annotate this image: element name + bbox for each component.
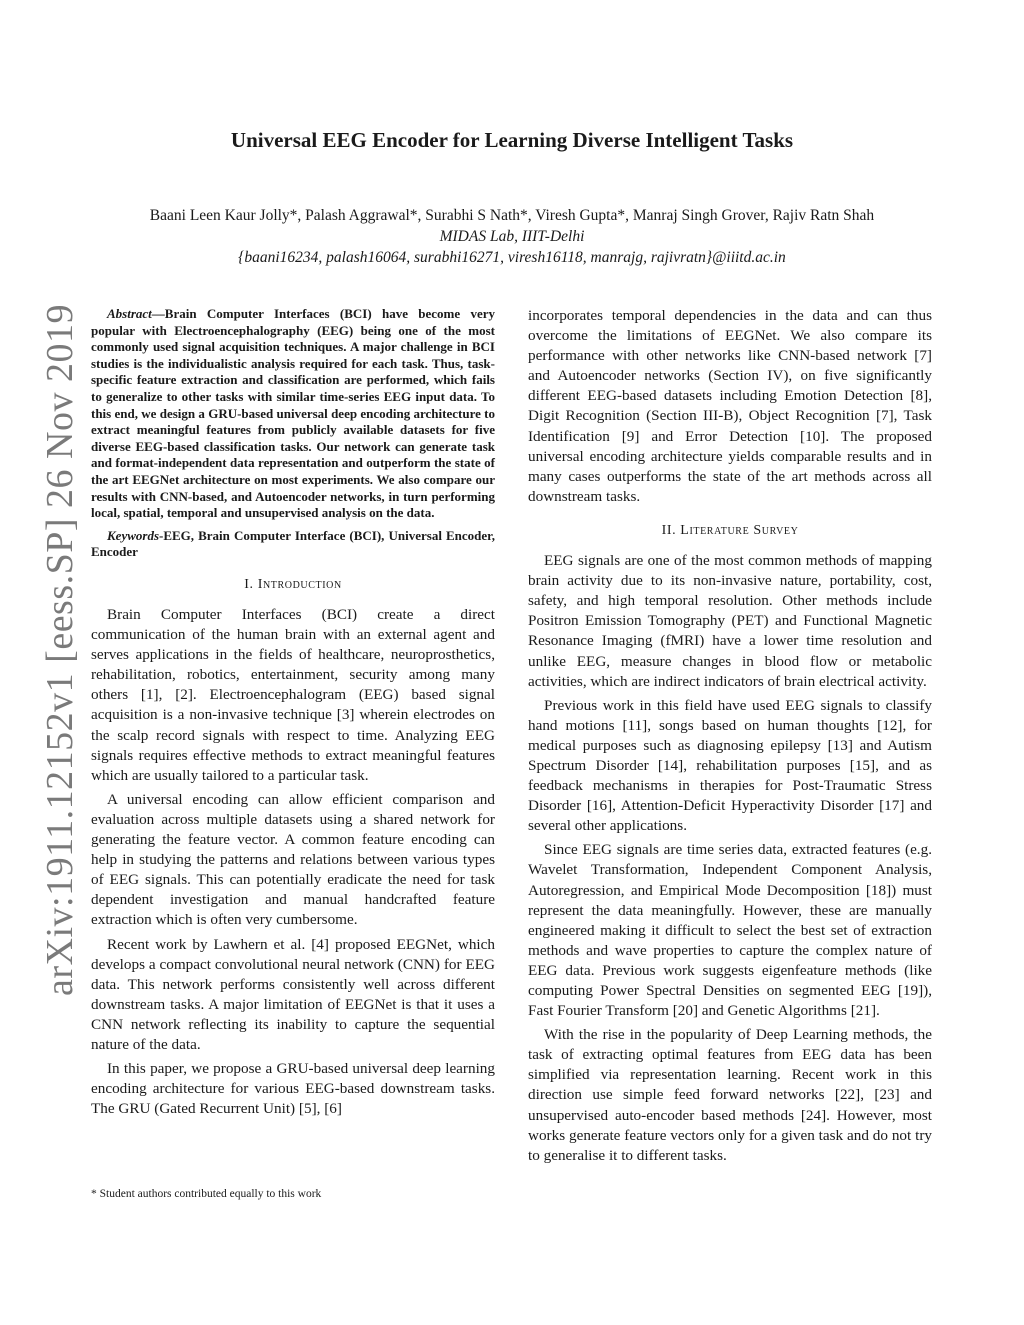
arxiv-stamp: arXiv:1911.12152v1 [eess.SP] 26 Nov 2019: [39, 304, 81, 996]
intro-paragraph-continued: incorporates temporal dependencies in the data and can thus overcome the limitations of EEGNet. We also compare its performance with other networks like CNN-based network [7] and Autoencoder networks (Section IV), on five significantly different EEG-based datasets including Emotion Detection [8], Digit Recognition (Section III-B), Object Recognition [7], Task Identification [9] and Error Detection [10]. The proposed universal encoding architecture yields comparable results and in many cases outperforms the state of the art methods across all downstream tasks.: [528, 307, 932, 505]
paper-title: Universal EEG Encoder for Learning Diverse Intelligent Tasks: [230, 128, 794, 152]
affiliation: MIDAS Lab, IIIT-Delhi: [439, 228, 585, 245]
intro-paragraph: A universal encoding can allow efficient comparison and evaluation across multiple datasets using a shared network for generating the feature vector. A common feature encoding can help in studying the patterns and relations between various types of EEG signals. This can potentially eradicate the need for task dependent investigation and manual handcrafted feature extraction which is often very cumbersome.: [91, 790, 495, 929]
intro-paragraph: Brain Computer Interfaces (BCI) create a direct communication of the human brain with an external agent and serves applications in the fields of healthcare, neuroprosthetics, rehabilitation, robotics, entertainment, security among many others [1], [2]. Electroencephalogram (EEG) based signal acquisition is a non-invasive technique [3] wherein electrodes on the scalp record signals with respect to time. Analyzing EEG signals requires effective methods to extract meaningful features which are usually tailored to a particular task.: [91, 606, 495, 784]
section-heading-introduction: [91, 575, 495, 595]
section-title: Introduction: [257, 576, 342, 592]
keywords-label: Keywords: [107, 527, 159, 543]
right-column: [528, 306, 932, 1170]
keywords: [91, 528, 495, 561]
author-emails: {baani16234, palash16064, surabhi16271, viresh16118, manrajg, rajivratn}@iiitd.ac.in: [238, 249, 786, 266]
literature-paragraph: EEG signals are one of the most common methods of mapping brain activity due to its non-invasive nature, portability, cost, safety, and high temporal resolution. Other methods include Positron Emission Tomography (PET) and Functional Magnetic Resonance Imaging (fMRI) have a lower time resolution and unlike EEG, measure changes in blood flow or metabolic activities, which are indirect indicators of brain electrical activity.: [528, 552, 932, 690]
section-heading-literature-survey: [528, 521, 932, 541]
keywords-text: -EEG, Brain Computer Interface (BCI), Universal Encoder, Encoder: [91, 527, 495, 560]
intro-paragraph: In this paper, we propose a GRU-based universal deep learning encoding architecture for various EEG-based downstream tasks. The GRU (Gated Recurrent Unit) [5], [6]: [91, 1060, 495, 1118]
literature-paragraph: With the rise in the popularity of Deep Learning methods, the task of extracting optimal features from EEG data has been simplified via representation learning. Recent work in this direction use simple feed forward networks [22], [23] and unsupervised auto-encoder based methods [24]. However, most works generate feature vectors only for a given task and do not try to generalise it to different tasks.: [528, 1026, 932, 1164]
abstract: [91, 306, 495, 522]
author-block: [0, 205, 1024, 268]
literature-paragraph: Previous work in this field have used EEG signals to classify hand motions [11], songs based on human thoughts [12], for medical purposes such as diagnosing epilepsy [13] and Autism Spectrum Disorder [14], rehabilitation purposes [15], and as feedback mechanisms in therapies for Post-Traumatic Stress Disorder [16], Attention-Deficit Hyperactivity Disorder [17] and several other applications.: [528, 696, 932, 835]
literature-paragraph: Since EEG signals are time series data, extracted features (e.g. Wavelet Transformation, Independent Component Analysis, Autoregression, and Empirical Mode Decomposition [18]) must represent the data meaningfully. However, these are manually engineered making it difficult to select the best set of extraction methods and wave properties to capture the complex nature of EEG data. Previous work suggests eigenfeature methods (like computing Power Spectral Densities on segmented EEG [19]), Fast Fourier Transform [20] and Genetic Algorithms [21].: [528, 841, 932, 1020]
author-list: Baani Leen Kaur Jolly*, Palash Aggrawal*, Surabhi S Nath*, Viresh Gupta*, Manraj Singh Grover, Rajiv Ratn Shah: [149, 207, 875, 224]
abstract-label: Abstract: [107, 306, 152, 321]
left-column: [91, 306, 495, 1123]
section-title: Literature Survey: [680, 522, 799, 538]
section-number: II.: [661, 522, 677, 538]
footnote: * Student authors contributed equally to this work: [91, 1188, 322, 1200]
section-number: I.: [244, 576, 254, 592]
abstract-text: —Brain Computer Interfaces (BCI) have become very popular with Electroencephalography (EEG) being one of the most commonly used signal acquisition techniques. A major challenge in BCI studies is the individualistic analysis required for each task. Thus, task-specific feature extraction and classification are performed, which fails to generalize to other tasks with similar time-series EEG input data. To this end, we design a GRU-based universal deep encoding architecture to extract meaningful features from publicly available datasets for five diverse EEG-based classification tasks. Our network can generate task and format-independent data representation and outperform the state of the art EEGNet architecture on most experiments. We also compare our results with CNN-based, and Autoencoder networks, in turn performing local, spatial, temporal and unsupervised analysis on the data.: [91, 306, 495, 521]
intro-paragraph: Recent work by Lawhern et al. [4] proposed EEGNet, which develops a compact convolutional neural network (CNN) for EEG data. This network performs consistently well across different downstream tasks. A major limitation of EEGNet is that it uses a CNN network reflecting its inability to capture the sequential nature of the data.: [91, 935, 495, 1053]
